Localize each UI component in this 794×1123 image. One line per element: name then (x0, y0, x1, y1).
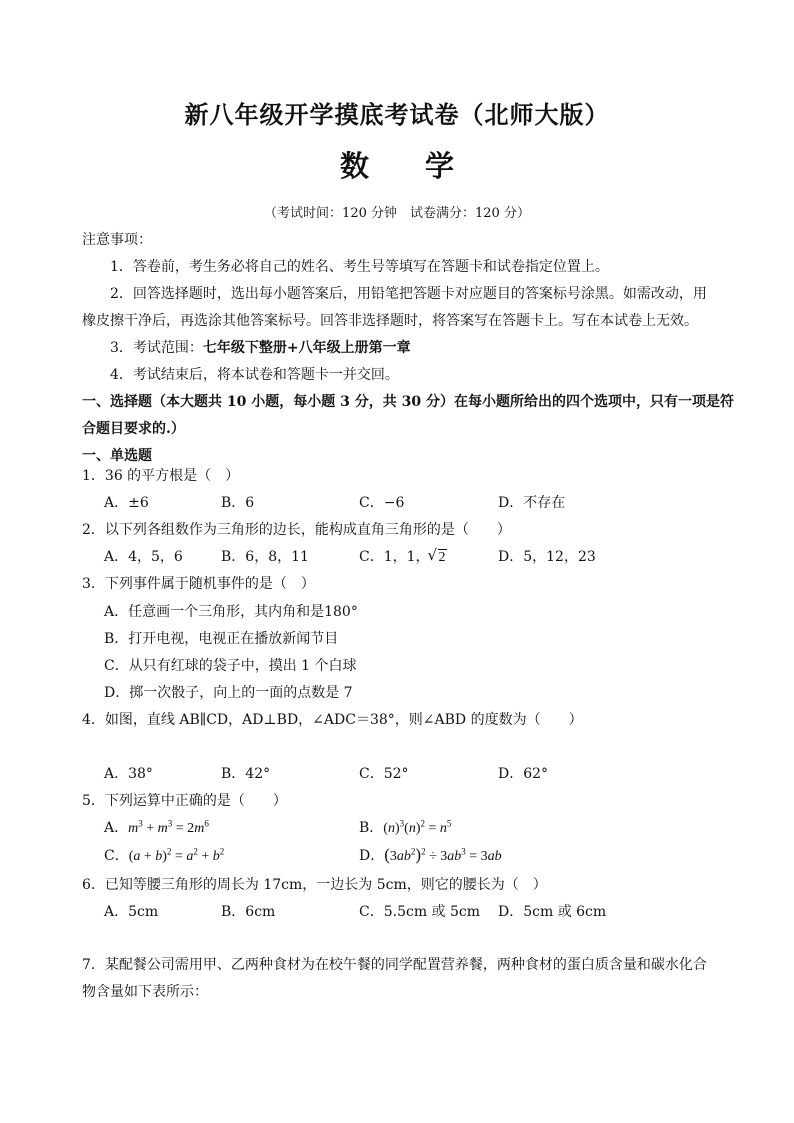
question-6-option-c: C．5.5cm 或 5cm (359, 904, 481, 920)
question-4-option-a: A．38° (104, 766, 153, 782)
question-7-line1: 7．某配餐公司需用甲、乙两种食材为在校午餐的同学配置营养餐，两种食材的蛋白质含量和碳水化合 (82, 957, 707, 973)
question-5-option-c: C．$(a + b)^2 = a^2 + b^2$ (104, 846, 225, 864)
question-2-option-b: B．6，8，11 (221, 549, 309, 565)
question-3-option-b: B．打开电视，电视正在播放新闻节目 (104, 631, 339, 647)
question-4-stem: 4．如图，直线 AB∥CD，AD⊥BD，∠ADC＝38°，则∠ABD 的度数为（ ） (82, 712, 583, 728)
question-5-option-b: B．$(n)^3(n)^2 = n^5$ (359, 818, 452, 836)
question-5-stem: 5．下列运算中正确的是（ ） (82, 793, 287, 809)
question-4-option-d: D．62° (498, 766, 549, 782)
subject-title: 数学 (339, 149, 510, 183)
sqrt-radicand: 2 (438, 550, 446, 565)
exam-title: 新八年级开学摸底考试卷（北师大版） (184, 100, 610, 129)
note-1: 1．答卷前，考生务必将自己的姓名、考生号等填写在答题卡和试卷指定位置上。 (110, 259, 609, 275)
question-2-stem: 2．以下列各组数作为三角形的边长，能构成直角三角形的是（ ） (82, 522, 511, 538)
notes-heading: 注意事项： (82, 232, 152, 248)
question-2-option-d: D．5，12，23 (498, 549, 596, 565)
question-3-stem: 3．下列事件属于随机事件的是（ ） (82, 576, 315, 592)
question-3-option-d: D．掷一次骰子，向上的一面的点数是 7 (104, 685, 353, 701)
note-2-line1: 2．回答选择题时，选出每小题答案后，用铅笔把答题卡对应题目的答案标号涂黑。如需改动，用 (110, 286, 707, 302)
question-7-line2: 物含量如下表所示： (82, 984, 208, 1000)
question-6-option-b: B．6cm (221, 904, 276, 920)
sqrt-symbol (430, 549, 447, 566)
note-4: 4．考试结束后，将本试卷和答题卡一并交回。 (110, 367, 399, 383)
question-2-option-a: A．4，5，6 (104, 549, 183, 565)
note-2-line2: 橡皮擦干净后，再选涂其他答案标号。回答非选择题时，将答案写在答题卡上。写在本试卷上无效。 (82, 313, 698, 329)
question-3-option-c: C．从只有红球的袋子中，摸出 1 个白球 (104, 658, 357, 674)
question-6-option-d: D．5cm 或 6cm (498, 904, 607, 920)
question-2-option-c (359, 546, 447, 566)
sub-heading: 一、单选题 (82, 448, 152, 464)
question-3-option-a: A．任意画一个三角形，其内角和是180° (104, 604, 358, 620)
question-6-stem: 6．已知等腰三角形的周长为 17cm，一边长为 5cm，则它的腰长为（ ） (82, 877, 547, 893)
note-3 (110, 337, 411, 357)
question-1-option-b: B．6 (221, 495, 255, 511)
section-heading-line1: 一、选择题（本大题共 10 小题，每小题 3 分，共 30 分）在每小题所给出的四个选项中，只有一项是符 (82, 394, 734, 410)
question-1-stem: 1．36 的平方根是（ ） (82, 468, 240, 484)
question-1-option-c: C．−6 (359, 495, 405, 511)
question-2-option-c-text: C．1，1， (359, 549, 430, 565)
question-6-option-a: A．5cm (104, 904, 159, 920)
note-3-prefix: 3．考试范围： (110, 340, 203, 356)
question-5-option-a: A．$m^3 + m^3 = 2m^6$ (104, 818, 209, 836)
question-1-option-a: A．±6 (104, 495, 149, 511)
question-1-option-d: D．不存在 (498, 495, 566, 511)
question-4-option-b: B．42° (221, 766, 271, 782)
question-4-option-c: C．52° (359, 766, 409, 782)
note-3-scope: 七年级下整册+八年级上册第一章 (202, 340, 411, 356)
question-5-option-d: D．$(3ab^2)^2 \div 3ab^3 = 3ab$ (359, 845, 502, 864)
exam-info: （考试时间：120 分钟 试卷满分：120 分） (264, 206, 530, 221)
section-heading-line2: 合题目要求的.） (82, 421, 185, 437)
